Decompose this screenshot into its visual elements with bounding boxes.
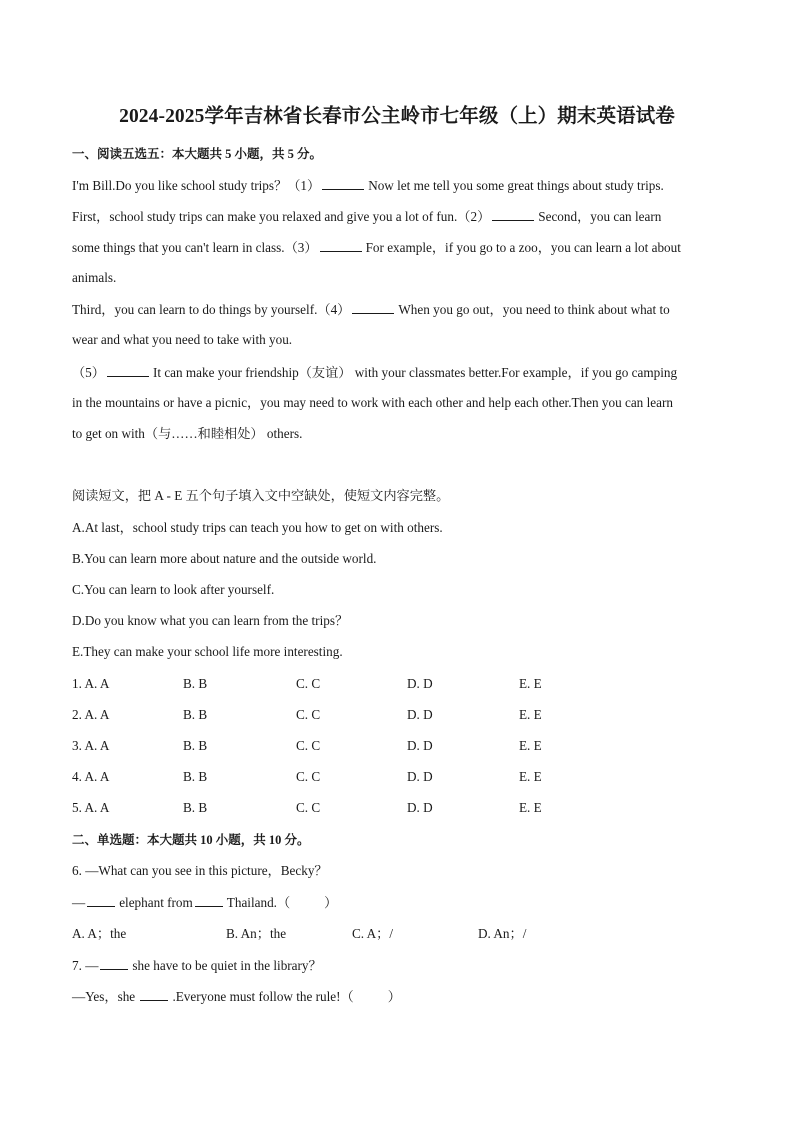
choice-4-a[interactable]: A. A xyxy=(84,769,110,784)
section-1-heading: 一、阅读五选五：本大题共 5 小题，共 5 分。 xyxy=(72,147,323,161)
choice-2-e[interactable]: E. E xyxy=(519,707,542,722)
choice-3-c[interactable]: C. C xyxy=(296,738,321,753)
passage-line-9: to get on with（与……和睦相处） others. xyxy=(72,426,303,441)
choice-4-e[interactable]: E. E xyxy=(519,769,542,784)
blank-5 xyxy=(107,363,149,377)
option-c: C.You can learn to look after yourself. xyxy=(72,582,275,597)
question-row-3: 3. A. A B. B C. C D. D E. E xyxy=(72,738,542,753)
choice-4-c[interactable]: C. C xyxy=(296,769,321,784)
option-d: D.Do you know what you can learn from the trips？ xyxy=(72,613,349,628)
passage-line-7: （5） It can make your friendship（友谊） with your classmates better.For example，if you go camping xyxy=(72,365,678,380)
section-2-heading: 二、单选题：本大题共 10 小题，共 10 分。 xyxy=(72,833,310,847)
choice-3-b[interactable]: B. B xyxy=(183,738,208,753)
blank-6a xyxy=(87,893,115,907)
choice-2-c[interactable]: C. C xyxy=(296,707,321,722)
passage-line-3: some things that you can't learn in class.（3） For example，if you go to a zoo，you can learn a lot about xyxy=(72,240,681,255)
question-7-line-2: —Yes，she .Everyone must follow the rule!（ ） xyxy=(72,989,401,1004)
choice-5-b[interactable]: B. B xyxy=(183,800,208,815)
blank-1 xyxy=(322,176,364,190)
question-row-1: 1. A. A B. B C. C D. D E. E xyxy=(72,676,542,691)
blank-3 xyxy=(320,238,362,252)
choice-4-d[interactable]: D. D xyxy=(407,769,433,784)
question-6-choices xyxy=(72,925,632,943)
question-row-4: 4. A. A B. B C. C D. D E. E xyxy=(72,769,542,784)
choice-6-b[interactable]: B. An；the xyxy=(226,926,287,941)
choice-2-a[interactable]: A. A xyxy=(84,707,110,722)
choice-5-c[interactable]: C. C xyxy=(296,800,321,815)
choice-2-d[interactable]: D. D xyxy=(407,707,433,722)
choice-2-b[interactable]: B. B xyxy=(183,707,208,722)
blank-2 xyxy=(492,207,534,221)
choice-1-b[interactable]: B. B xyxy=(183,676,208,691)
blank-4 xyxy=(352,300,394,314)
choice-3-e[interactable]: E. E xyxy=(519,738,542,753)
choice-1-e[interactable]: E. E xyxy=(519,676,542,691)
choice-5-a[interactable]: A. A xyxy=(84,800,110,815)
passage-line-4: animals. xyxy=(72,270,117,285)
page-title: 2024-2025学年吉林省长春市公主岭市七年级（上）期末英语试卷 xyxy=(119,106,675,127)
choice-3-a[interactable]: A. A xyxy=(84,738,110,753)
question-row-2: 2. A. A B. B C. C D. D E. E xyxy=(72,707,542,722)
choice-1-c[interactable]: C. C xyxy=(296,676,321,691)
blank-7a xyxy=(100,956,128,970)
choice-5-e[interactable]: E. E xyxy=(519,800,542,815)
passage-line-5: Third，you can learn to do things by yourself.（4） When you go out，you need to think about what to xyxy=(72,302,670,317)
option-b: B.You can learn more about nature and the outside world. xyxy=(72,551,377,566)
choice-6-d[interactable]: D. An；/ xyxy=(478,926,527,941)
passage-line-2: First，school study trips can make you relaxed and give you a lot of fun.（2） Second，you can learn xyxy=(72,209,662,224)
question-6-line-2: — elephant from Thailand.（ ） xyxy=(72,895,338,910)
option-e: E.They can make your school life more interesting. xyxy=(72,644,343,659)
question-6-line-1: 6. —What can you see in this picture，Becky？ xyxy=(72,863,328,878)
question-row-5: 5. A. A B. B C. C D. D E. E xyxy=(72,800,542,815)
question-7-line-1: 7. — she have to be quiet in the library？ xyxy=(72,958,322,973)
blank-7b xyxy=(140,987,168,1001)
choice-6-a[interactable]: A. A；the xyxy=(72,926,127,941)
blank-6b xyxy=(195,893,223,907)
passage-line-1: I'm Bill.Do you like school study trips？（1） Now let me tell you some great things about study trips. xyxy=(72,178,664,193)
passage-line-8: in the mountains or have a picnic，you may need to work with each other and help each other.Then you can learn xyxy=(72,395,673,410)
instruction: 阅读短文，把 A - E 五个句子填入文中空缺处，使短文内容完整。 xyxy=(72,488,450,503)
choice-5-d[interactable]: D. D xyxy=(407,800,433,815)
option-a: A.At last，school study trips can teach you how to get on with others. xyxy=(72,520,443,535)
choice-3-d[interactable]: D. D xyxy=(407,738,433,753)
choice-4-b[interactable]: B. B xyxy=(183,769,208,784)
choice-1-d[interactable]: D. D xyxy=(407,676,433,691)
passage-line-6: wear and what you need to take with you. xyxy=(72,332,293,347)
choice-6-c[interactable]: C. A；/ xyxy=(352,926,394,941)
choice-1-a[interactable]: A. A xyxy=(84,676,110,691)
